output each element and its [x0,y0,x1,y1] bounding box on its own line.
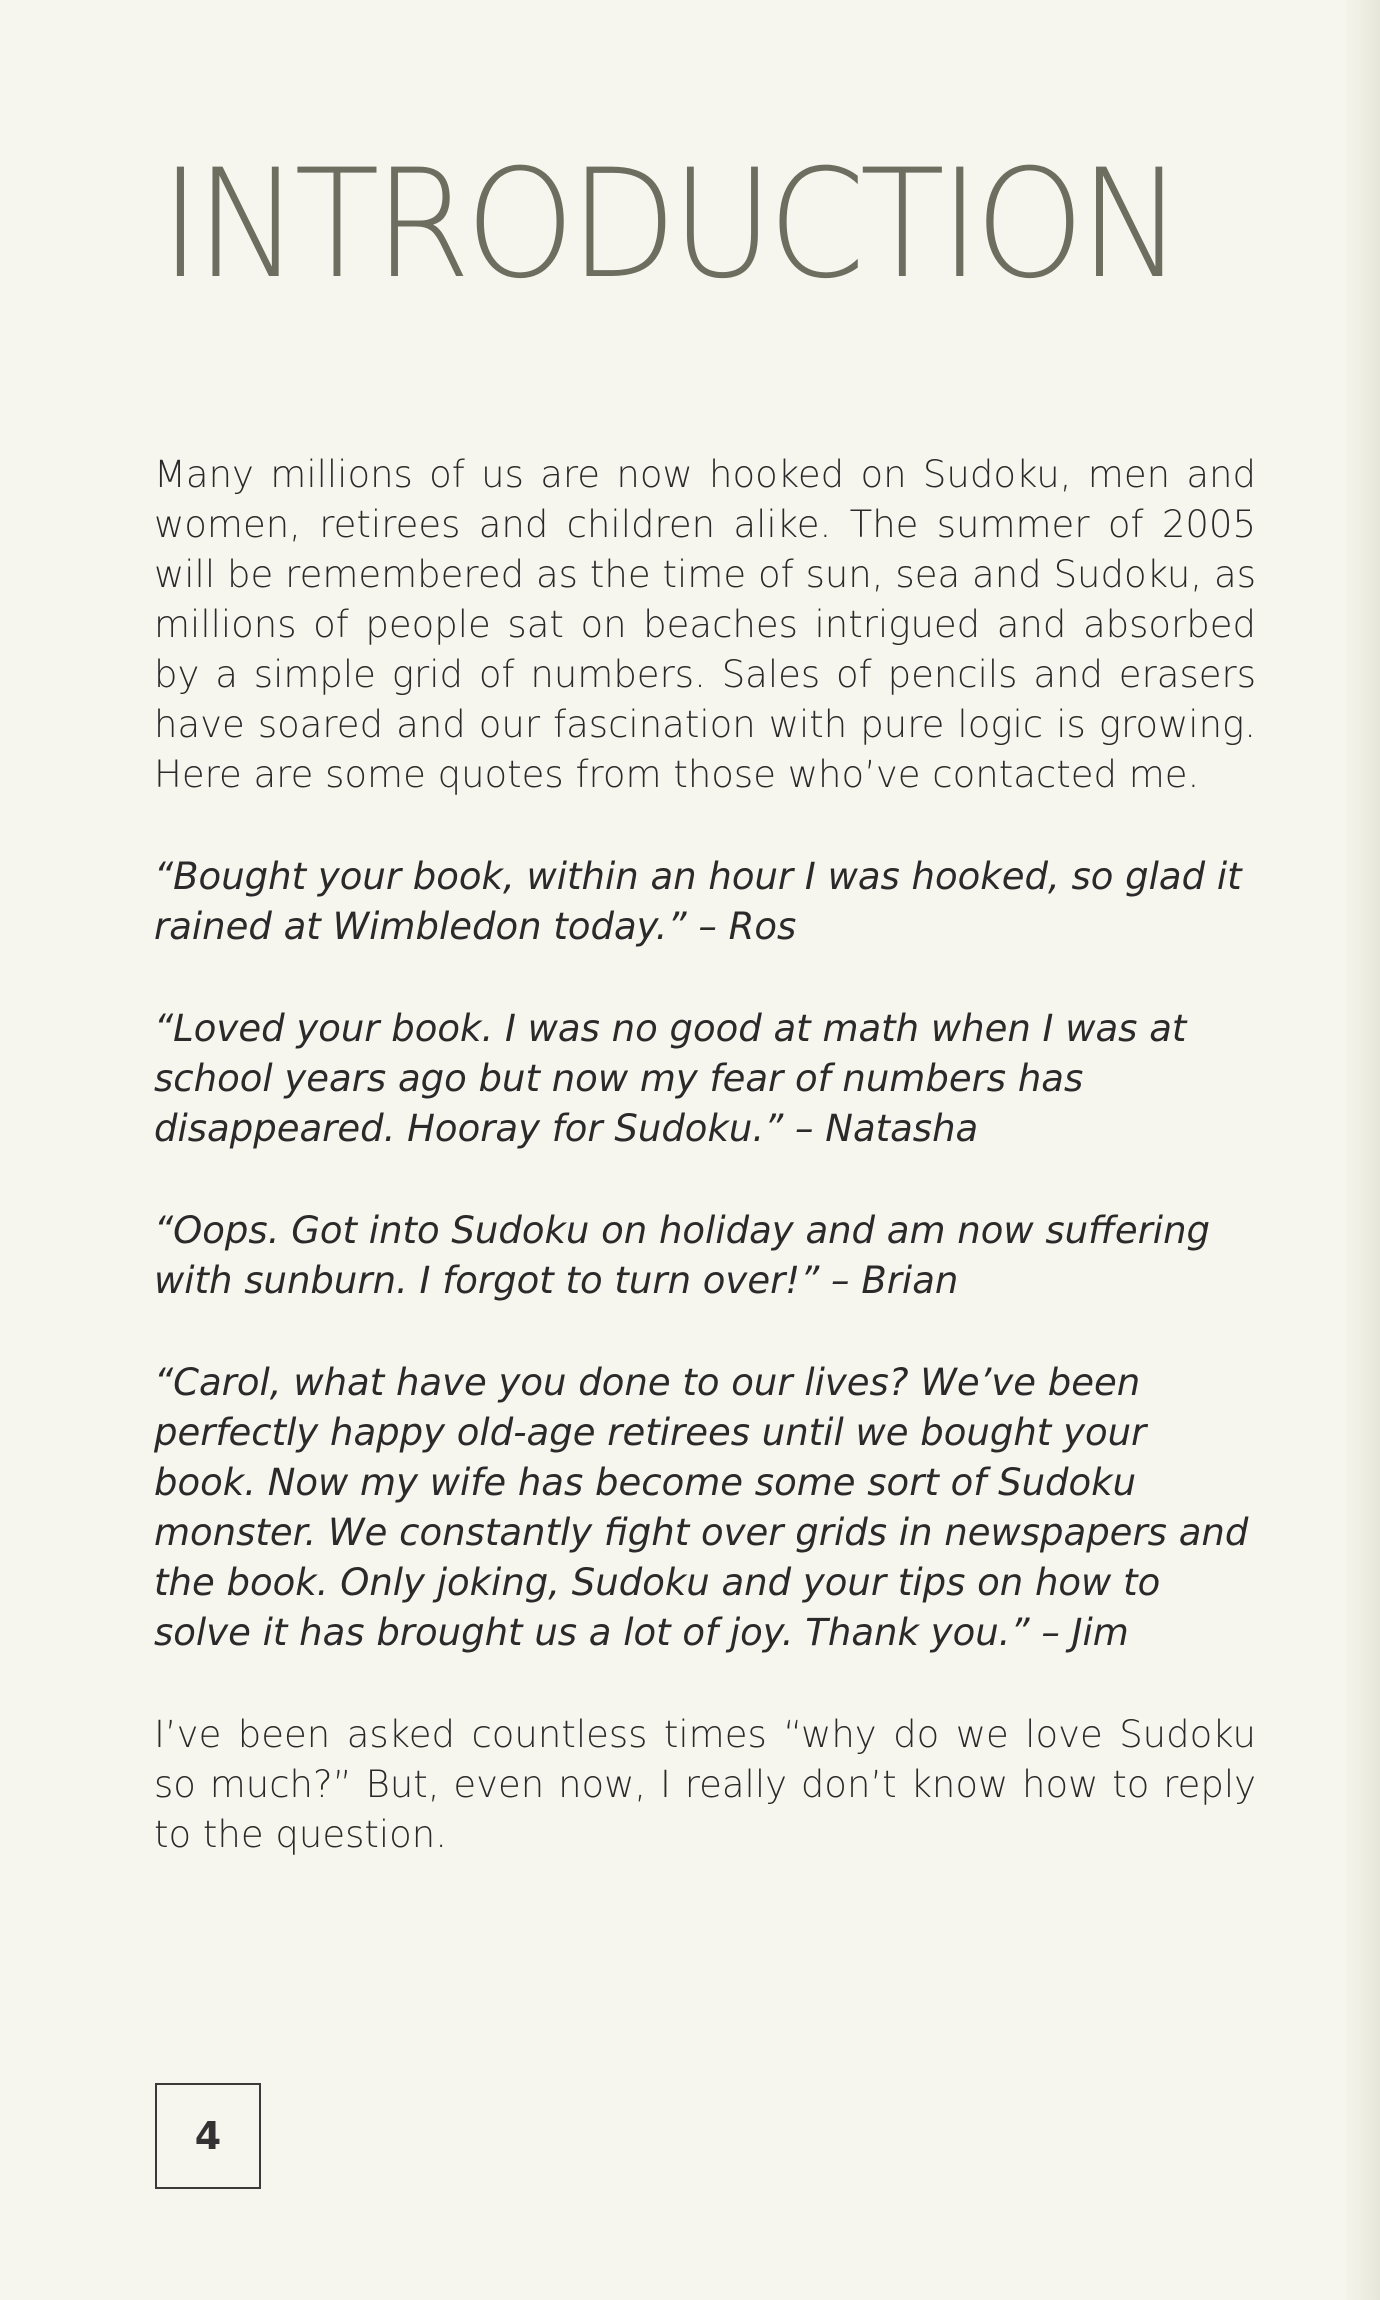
quote-ros: “Bought your book, within an hour I was hooked, so glad it rained at Wimbledon today.” – Ros [154,855,1242,948]
page-title: INTRODUCTION [160,138,1178,312]
page-number: 4 [194,2114,222,2158]
page-number-box [155,2083,261,2189]
intro-paragraph: Many millions of us are now hooked on Sudoku, men and women, retirees and children alike. The summer of 2005 will be remembered as the time of sun, sea and Sudoku, as millions of people sat on beaches intrigued and absorbed by a simple grid of numbers. Sales of pencils and erasers have soared and our fascination with pure logic is growing. Here are some quotes from those who’ve contacted me. [154,453,1256,796]
closing-paragraph: I’ve been asked countless times “why do we love Sudoku so much?” But, even now, I really don’t know how to reply to the question. [154,1713,1256,1856]
page-edge [1346,0,1380,2300]
body-text [154,450,1256,1860]
quote-jim: “Carol, what have you done to our lives? We’ve been perfectly happy old-age retirees until we bought your book. Now my wife has become some sort of Sudoku monster. We constantly fight over grids in newspapers and the book. Only joking, Sudoku and your tips on how to solve it has brought us a lot of joy. Thank you.” – Jim [154,1361,1249,1654]
quote-brian: “Oops. Got into Sudoku on holiday and am now suffering with sunburn. I forgot to turn over!” – Brian [154,1209,1211,1302]
quote-natasha: “Loved your book. I was no good at math when I was at school years ago but now my fear of numbers has disappeared. Hooray for Sudoku.” – Natasha [154,1007,1187,1150]
